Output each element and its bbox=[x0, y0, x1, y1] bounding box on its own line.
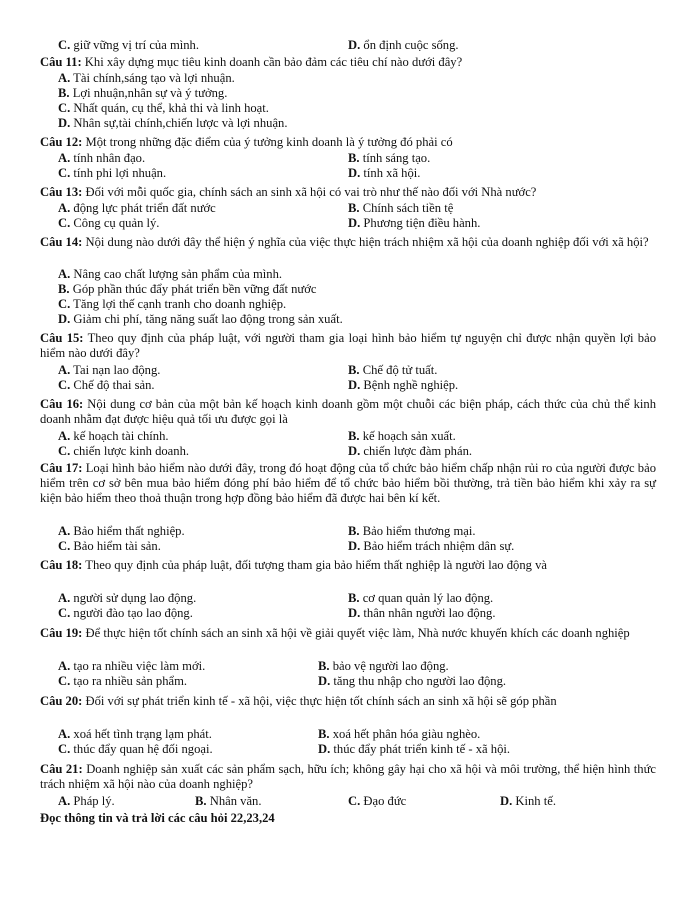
option-b: B. Góp phần thúc đẩy phát triển bền vững đất nước bbox=[58, 282, 317, 296]
option-b: B. bảo vệ người lao động. bbox=[318, 659, 449, 673]
option-c: C. tính phi lợi nhuận. bbox=[58, 166, 167, 180]
option-a: A. động lực phát triển đất nước bbox=[58, 201, 216, 215]
option-c: C. Chế độ thai sản. bbox=[58, 378, 155, 392]
option-b: B. Chế độ tử tuất. bbox=[348, 363, 438, 377]
option-c: C. chiến lược kinh doanh. bbox=[58, 444, 190, 458]
option-d: D. Nhân sự,tài chính,chiến lược và lợi nhuận. bbox=[58, 116, 288, 130]
option-b: B. Lợi nhuận,nhân sự và ý tưởng. bbox=[58, 86, 228, 100]
option-d: D. Phương tiện điều hành. bbox=[348, 216, 481, 230]
question-19: Câu 19: Để thực hiện tốt chính sách an sinh xã hội về giải quyết việc làm, Nhà nước khuyến khích các doanh nghiệp bbox=[40, 626, 630, 640]
option-d: D. Kinh tế. bbox=[500, 794, 556, 808]
question-12: Câu 12: Một trong những đặc điểm của ý tưởng kinh doanh là ý tưởng đó phải có bbox=[40, 135, 453, 149]
option-d: D. thúc đẩy phát triển kinh tế - xã hội. bbox=[318, 742, 511, 756]
question-20: Câu 20: Đối với sự phát triển kinh tế - xã hội, việc thực hiện tốt chính sách an sinh xã hội sẽ góp phần bbox=[40, 694, 557, 708]
option-a: A. Tai nạn lao động. bbox=[58, 363, 161, 377]
question-11: Câu 11: Khi xây dựng mục tiêu kinh doanh cần bảo đảm các tiêu chí nào dưới đây? bbox=[40, 55, 463, 69]
option-a: A. Tài chính,sáng tạo và lợi nhuận. bbox=[58, 71, 235, 85]
option-a: A. xoá hết tình trạng lạm phát. bbox=[58, 727, 212, 741]
question-15: Câu 15: Theo quy định của pháp luật, với người tham gia loại hình bảo hiểm tự nguyện chỉ được nhận quyền lợi bảo hiểm nào dưới đây? bbox=[40, 331, 656, 360]
option-b: B. tính sáng tạo. bbox=[348, 151, 431, 165]
option-c: C. Công cụ quản lý. bbox=[58, 216, 160, 230]
option-d: D. chiến lược đàm phán. bbox=[348, 444, 473, 458]
option-c: C. thúc đẩy quan hệ đối ngoại. bbox=[58, 742, 213, 756]
option-c: C. Nhất quán, cụ thể, khả thi và linh hoạt. bbox=[58, 101, 269, 115]
option-d: D. tăng thu nhập cho người lao động. bbox=[318, 674, 507, 688]
section-instruction: Đọc thông tin và trả lời các câu hỏi 22,23,24 bbox=[40, 811, 275, 825]
option-a: A. người sử dụng lao động. bbox=[58, 591, 197, 605]
option-a: A. tính nhân đạo. bbox=[58, 151, 146, 165]
option-b: B. kế hoạch sản xuất. bbox=[348, 429, 456, 443]
option-b: B. Bảo hiểm thương mại. bbox=[348, 524, 476, 538]
option-b: B. cơ quan quản lý lao động. bbox=[348, 591, 494, 605]
option-d: D. Bệnh nghề nghiệp. bbox=[348, 378, 459, 392]
option-c: C. Đạo đức bbox=[348, 794, 407, 808]
option-c: C. giữ vững vị trí của mình. bbox=[58, 38, 199, 52]
option-d: D. thân nhân người lao động. bbox=[348, 606, 496, 620]
option-b: B. Nhân văn. bbox=[195, 794, 262, 808]
option-a: A. Nâng cao chất lượng sản phẩm của mình. bbox=[58, 267, 283, 281]
option-c: C. Tăng lợi thế cạnh tranh cho doanh nghiệp. bbox=[58, 297, 287, 311]
option-b: B. Chính sách tiền tệ bbox=[348, 201, 454, 215]
question-17: Câu 17: Loại hình bảo hiểm nào dưới đây, trong đó hoạt động của tổ chức bảo hiểm chấp nhận rủi ro của người được bảo hiểm trên cơ sở bên mua bảo hiểm đóng phí bảo hiểm để tổ chức bảo hiểm bồi thường, trả tiền bảo hiểm khi xảy ra sự kiện bảo hiểm theo thoả thuận trong hợp đồng bảo hiểm đã được hai bên kí kết. bbox=[40, 461, 656, 505]
question-21: Câu 21: Doanh nghiệp sản xuất các sản phẩm sạch, hữu ích; không gây hại cho xã hội và môi trường, thể hiện hình thức trách nhiệm xã hội nào của doanh nghiệp? bbox=[40, 762, 656, 791]
option-b: B. xoá hết phân hóa giàu nghèo. bbox=[318, 727, 481, 741]
question-14: Câu 14: Nội dung nào dưới đây thể hiện ý nghĩa của việc thực hiện trách nhiệm xã hội của doanh nghiệp đối với xã hội? bbox=[40, 235, 649, 249]
option-a: A. Pháp lý. bbox=[58, 794, 115, 808]
option-c: C. tạo ra nhiều sản phẩm. bbox=[58, 674, 188, 688]
option-d: D. ổn định cuộc sống. bbox=[348, 38, 459, 52]
option-c: C. người đào tạo lao động. bbox=[58, 606, 193, 620]
question-13: Câu 13: Đối với mỗi quốc gia, chính sách an sinh xã hội có vai trò như thế nào đối với Nhà nước? bbox=[40, 185, 537, 199]
option-d: D. tính xã hội. bbox=[348, 166, 421, 180]
question-18: Câu 18: Theo quy định của pháp luật, đối tượng tham gia bảo hiểm thất nghiệp là người lao động và bbox=[40, 558, 547, 572]
option-a: A. kế hoạch tài chính. bbox=[58, 429, 169, 443]
option-d: D. Giảm chi phí, tăng năng suất lao động trong sản xuất. bbox=[58, 312, 343, 326]
option-a: A. Bảo hiểm thất nghiệp. bbox=[58, 524, 185, 538]
option-a: A. tạo ra nhiều việc làm mới. bbox=[58, 659, 206, 673]
question-16: Câu 16: Nội dung cơ bản của một bản kế hoạch kinh doanh gồm một chuỗi các biện pháp, cách thức của chủ thể kinh doanh nhằm đạt được hiệu quả tối ưu được gọi là bbox=[40, 397, 656, 426]
option-d: D. Bảo hiểm trách nhiệm dân sự. bbox=[348, 539, 515, 553]
option-c: C. Bảo hiểm tài sản. bbox=[58, 539, 161, 553]
